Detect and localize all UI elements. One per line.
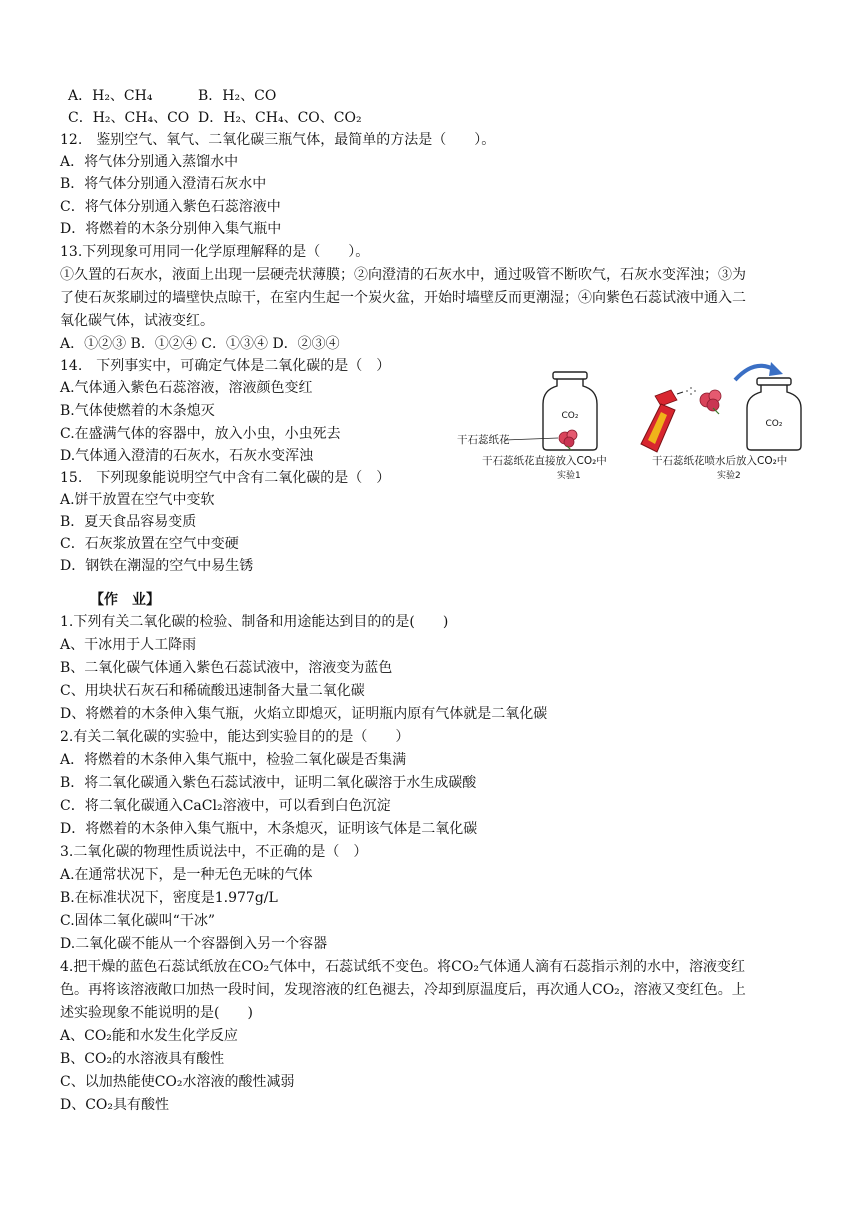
experiment-1-label: 实验1 bbox=[557, 471, 581, 481]
bottle-1-label: CO₂ bbox=[561, 411, 579, 421]
flower-label: 干石蕊纸花 bbox=[457, 434, 510, 446]
experiment-figure bbox=[445, 358, 830, 483]
q13-body-line-1: ①久置的石灰水，液面上出现一层硬壳状薄膜；②向澄清的石灰水中，通过吸管不断吹气，石灰水变浑浊；③为 bbox=[60, 267, 746, 283]
q11-option-d: D．H₂、CH₄、CO、CO₂ bbox=[198, 110, 362, 126]
hw2-option-c: C．将二氧化碳通入CaCl₂溶液中，可以看到白色沉淀 bbox=[60, 798, 391, 814]
paper-flower-2-icon bbox=[700, 390, 721, 414]
hw2-option-a: A．将燃着的木条伸入集气瓶中，检验二氧化碳是否集满 bbox=[60, 752, 407, 768]
caption-1: 干石蕊纸花直接放入CO₂中 bbox=[482, 455, 607, 467]
q15-option-b: B．夏天食品容易变质 bbox=[60, 514, 197, 530]
bottle-2-label: CO₂ bbox=[765, 419, 783, 429]
hw4-body-line-3: 述实验现象不能说明的是( ) bbox=[60, 1005, 253, 1021]
hw3-option-b: B.在标准状况下，密度是1.977g/L bbox=[60, 890, 278, 906]
experiment-2-label: 实验2 bbox=[717, 471, 741, 481]
q15-option-c: C．石灰浆放置在空气中变硬 bbox=[60, 536, 239, 552]
hw4-option-b: B、CO₂的水溶液具有酸性 bbox=[60, 1051, 225, 1067]
hw1-option-b: B、二氧化碳气体通入紫色石蕊试液中，溶液变为蓝色 bbox=[60, 660, 393, 676]
q15-stem: 15. 下列现象能说明空气中含有二氧化碳的是（ ） bbox=[60, 470, 391, 486]
arrow-head bbox=[769, 362, 783, 376]
q13-options: A．①②③ B．①②④ C．①③④ D．②③④ bbox=[60, 336, 340, 352]
q13-stem: 13.下列现象可用同一化学原理解释的是（ ）。 bbox=[60, 244, 370, 260]
hw4-option-a: A、CO₂能和水发生化学反应 bbox=[60, 1028, 238, 1044]
q13-body-line-2: 了使石灰浆刷过的墙壁快点晾干，在室内生起一个炭火盆，开始时墙壁反而更潮湿；④向紫色石蕊试液中通入二 bbox=[60, 290, 746, 306]
hw4-option-c: C、以加热能使CO₂水溶液的酸性减弱 bbox=[60, 1074, 295, 1090]
hw2-option-b: B．将二氧化碳通入紫色石蕊试液中，证明二氧化碳溶于水生成碳酸 bbox=[60, 775, 477, 791]
hw2-stem: 2.有关二氧化碳的实验中，能达到实验目的的是（ ） bbox=[60, 729, 410, 745]
hw4-body-line-1: 4.把干燥的蓝色石蕊试纸放在CO₂气体中，石蕊试纸不变色。将CO₂气体通人滴有石蕊指示剂的水中，溶液变红 bbox=[60, 959, 745, 975]
caption-2: 干石蕊纸花喷水后放入CO₂中 bbox=[652, 455, 788, 467]
hw1-option-d: D、将燃着的木条伸入集气瓶，火焰立即熄灭，证明瓶内原有气体就是二氧化碳 bbox=[60, 706, 548, 722]
hw3-option-a: A.在通常状况下，是一种无色无味的气体 bbox=[60, 867, 313, 883]
hw4-body-line-2: 色。再将该溶液敞口加热一段时间，发现溶液的红色褪去，冷却到原温度后，再次通人CO₂，溶液又变红色。上 bbox=[60, 982, 746, 998]
hw3-stem: 3.二氧化碳的物理性质说法中，不正确的是（ ） bbox=[60, 844, 368, 860]
q12-option-a: A．将气体分别通入蒸馏水中 bbox=[60, 154, 239, 170]
q12-option-d: D．将燃着的木条分别伸入集气瓶中 bbox=[60, 221, 282, 237]
hw4-option-d: D、CO₂具有酸性 bbox=[60, 1097, 170, 1113]
hw3-option-c: C.固体二氧化碳叫“干冰” bbox=[60, 913, 215, 929]
q14-stem: 14. 下列事实中，可确定气体是二氧化碳的是（ ） bbox=[60, 358, 391, 374]
q15-option-a: A.饼干放置在空气中变软 bbox=[60, 492, 215, 508]
hw1-option-a: A、干冰用于人工降雨 bbox=[60, 637, 197, 653]
q11-option-b: B．H₂、CO bbox=[198, 88, 277, 104]
q11-option-c: C．H₂、CH₄、CO bbox=[68, 110, 190, 126]
q15-option-d: D．钢铁在潮湿的空气中易生锈 bbox=[60, 558, 254, 574]
q14-option-d: D.气体通入澄清的石灰水，石灰水变浑浊 bbox=[60, 448, 314, 464]
hw3-option-d: D.二氧化碳不能从一个容器倒入另一个容器 bbox=[60, 936, 328, 952]
q14-option-b: B.气体使燃着的木条熄灭 bbox=[60, 403, 215, 419]
q12-option-b: B．将气体分别通入澄清石灰水中 bbox=[60, 176, 267, 192]
homework-title: 【作 业】 bbox=[90, 592, 160, 608]
spray-bottle-icon bbox=[641, 387, 696, 452]
experiment-diagram bbox=[445, 358, 830, 483]
hw1-option-c: C、用块状石灰石和稀硫酸迅速制备大量二氧化碳 bbox=[60, 683, 365, 699]
gas-bottle-2 bbox=[747, 378, 801, 450]
q11-option-a: A．H₂、CH₄ bbox=[68, 88, 153, 104]
hw2-option-d: D．将燃着的木条伸入集气瓶中，木条熄灭，证明该气体是二氧化碳 bbox=[60, 821, 478, 837]
q12-stem: 12. 鉴别空气、氧气、二氧化碳三瓶气体，最简单的方法是（ ）。 bbox=[60, 132, 496, 148]
hw1-stem: 1.下列有关二氧化碳的检验、制备和用途能达到目的的是( ) bbox=[60, 614, 449, 630]
q12-option-c: C．将气体分别通入紫色石蕊溶液中 bbox=[60, 199, 281, 215]
q14-option-a: A.气体通入紫色石蕊溶液，溶液颜色变红 bbox=[60, 380, 313, 396]
q13-body-line-3: 氧化碳气体，试液变红。 bbox=[60, 313, 214, 329]
q14-option-c: C.在盛满气体的容器中，放入小虫，小虫死去 bbox=[60, 426, 341, 442]
